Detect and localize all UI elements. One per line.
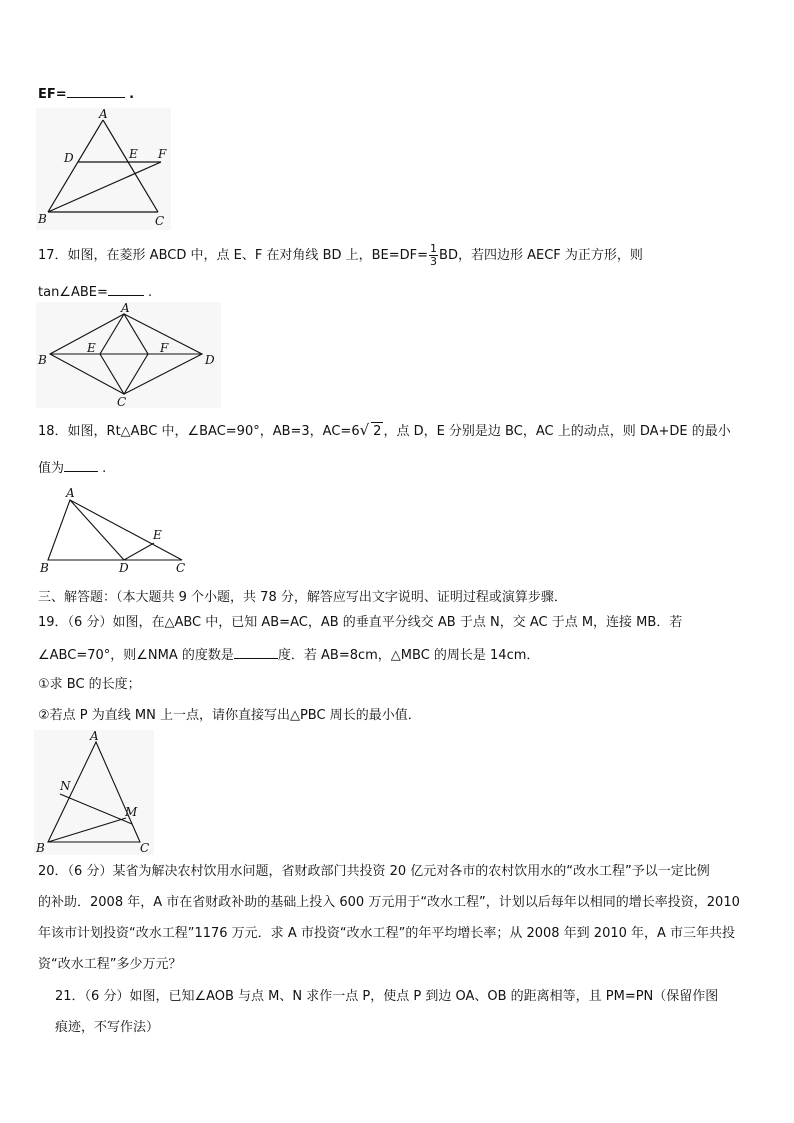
q16-period: . [124, 87, 135, 102]
label-c: C [140, 841, 150, 855]
q20-line4: 资“改水工程”多少万元？ [38, 957, 182, 972]
label-f: F [158, 147, 167, 161]
label-a: A [121, 301, 130, 315]
label-a: A [90, 729, 99, 743]
label-a: A [66, 486, 75, 500]
label-m: M [125, 805, 138, 819]
q18-line1 [38, 421, 731, 441]
fraction-denominator: 3 [430, 255, 438, 268]
q19-line1: 19．（6 分）如图，在△ABC 中，已知 AB=AC，AB 的垂直平分线交 AB 于点 N，交 AC 于点 M，连接 MB．若 [38, 615, 683, 630]
label-e: E [129, 147, 138, 161]
q16-line [38, 84, 134, 104]
q17-period: . [143, 285, 153, 300]
q17-line2 [38, 282, 152, 302]
q21-line1: 21．（6 分）如图，已知∠AOB 与点 M、N 求作一点 P，使点 P 到边 OA、OB 的距离相等，且 PM=PN（保留作图 [55, 989, 719, 1004]
answer-blank [234, 645, 278, 659]
label-b: B [38, 212, 47, 226]
figure-17 [36, 302, 221, 412]
sqrt-icon: √ [359, 421, 370, 439]
q20-line2: 的补助．2008 年，A 市在省财政补助的基础上投入 600 万元用于“改水工程”，计划以后每年以相同的增长率投资，2010 [38, 895, 740, 910]
label-n: N [60, 779, 71, 793]
label-d: D [205, 353, 215, 367]
q19-text-b: 度．若 AB=8cm，△MBC 的周长是 14cm． [277, 648, 540, 663]
figure-19 [34, 730, 154, 859]
q21-line2: 痕迹，不写作法） [55, 1020, 160, 1035]
q17-text-b: BD，若四边形 AECF 为正方形，则 [439, 248, 643, 263]
q17-line1 [38, 243, 643, 268]
label-c: C [117, 395, 127, 409]
label-b: B [38, 353, 47, 367]
fraction-numerator: 1 [430, 242, 438, 255]
q17-text-c: tan∠ABE= [38, 285, 108, 300]
q18-period: . [98, 461, 107, 476]
label-b: B [40, 561, 49, 575]
q20-line1: 20．（6 分）某省为解决农村饮用水问题，省财政部门共投资 20 亿元对各市的农村饮用水的“改水工程”予以一定比例 [38, 864, 710, 879]
q19-sub2: ②若点 P 为直线 MN 上一点，请你直接写出△PBC 周长的最小值． [38, 708, 421, 723]
label-d: D [119, 561, 129, 575]
section-heading: 三、解答题：（本大题共 9 个小题，共 78 分，解答应写出文字说明、证明过程或演算步骤． [38, 590, 567, 605]
label-e: E [153, 528, 162, 542]
figure-16 [36, 108, 171, 234]
answer-blank [108, 282, 144, 296]
label-c: C [155, 214, 165, 228]
q19-line2 [38, 645, 539, 665]
label-b: B [36, 841, 45, 855]
label-a: A [99, 107, 108, 121]
q18-text-c: 值为 [38, 461, 65, 476]
answer-blank [67, 84, 125, 98]
figure-18 [36, 484, 196, 578]
segment-de [124, 543, 154, 560]
triangle-abc [48, 500, 182, 560]
q19-sub1: ①求 BC 的长度； [38, 677, 141, 692]
fraction [429, 243, 438, 268]
q17-text-a: 17．如图，在菱形 ABCD 中，点 E、F 在对角线 BD 上，BE=DF= [38, 248, 429, 263]
sqrt-radicand: 2 [373, 424, 382, 439]
q18-text-a: 18．如图，Rt△ABC 中，∠BAC=90°，AB=3，AC=6 [38, 424, 360, 439]
label-e: E [87, 341, 96, 355]
figure-19-bg [34, 730, 154, 855]
label-d: D [64, 151, 74, 165]
q16-text: EF= [38, 87, 67, 102]
segment-ad [70, 500, 124, 560]
answer-blank [64, 458, 98, 472]
label-c: C [176, 561, 186, 575]
q20-line3: 年该市计划投资“改水工程”1176 万元．求 A 市投资“改水工程”的年平均增长率；从 2008 年到 2010 年，A 市三年共投 [38, 926, 736, 941]
label-f: F [160, 341, 169, 355]
q19-text-a: ∠ABC=70°，则∠NMA 的度数是 [38, 648, 234, 663]
q18-text-b: ，点 D，E 分别是边 BC，AC 上的动点，则 DA+DE 的最小 [383, 424, 731, 439]
q18-line2 [38, 458, 106, 478]
